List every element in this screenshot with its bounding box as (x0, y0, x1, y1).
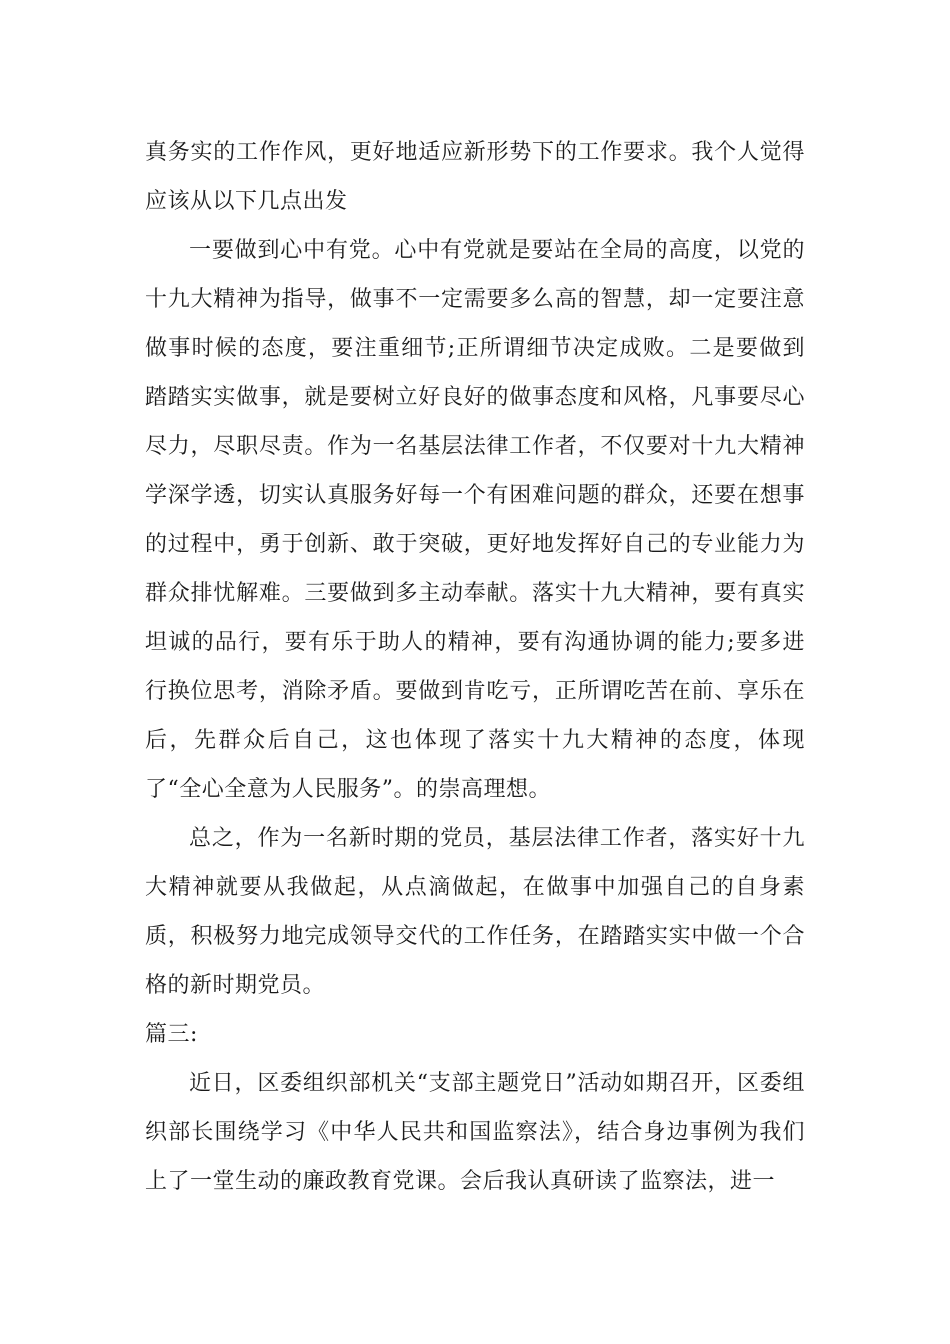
paragraph-1: 真务实的工作作风，更好地适应新形势下的工作要求。我个人觉得应该从以下几点出发 (145, 140, 805, 214)
section-heading: 篇三: (145, 1022, 198, 1047)
paragraph-2: 一要做到心中有党。心中有党就是要站在全局的高度，以党的十九大精神为指导，做事不一定需要多么高的智慧，却一定要注意做事时候的态度，要注重细节;正所谓细节决定成败。二是要做到踏踏实实做事，就是要树立好良好的做事态度和风格，凡事要尽心尽力，尽职尽责。作为一名基层法律工作者，不仅要对十九大精神学深学透，切实认真服务好每一个有困难问题的群众，还要在想事的过程中，勇于创新、敢于突破，更好地发挥好自己的专业能力为群众排忧解难。三要做到多主动奉献。落实十九大精神，要有真实坦诚的品行，要有乐于助人的精神，要有沟通协调的能力;要多进行换位思考，消除矛盾。要做到肯吃亏，正所谓吃苦在前、享乐在后，先群众后自己，这也体现了落实十九大精神的态度，体现了“全心全意为人民服务”。的崇高理想。 (145, 238, 805, 802)
paragraph-4: 近日，区委组织部机关“支部主题党日”活动如期召开，区委组织部长围绕学习《中华人民共和国监察法》，结合身边事例为我们上了一堂生动的廉政教育党课。会后我认真研读了监察法，进一 (145, 1071, 805, 1194)
document-body (145, 128, 805, 1206)
paragraph-3: 总之，作为一名新时期的党员，基层法律工作者，落实好十九大精神就要从我做起，从点滴做起，在做事中加强自己的自身素质，积极努力地完成领导交代的工作任务，在踏踏实实中做一个合格的新时期党员。 (145, 826, 805, 998)
